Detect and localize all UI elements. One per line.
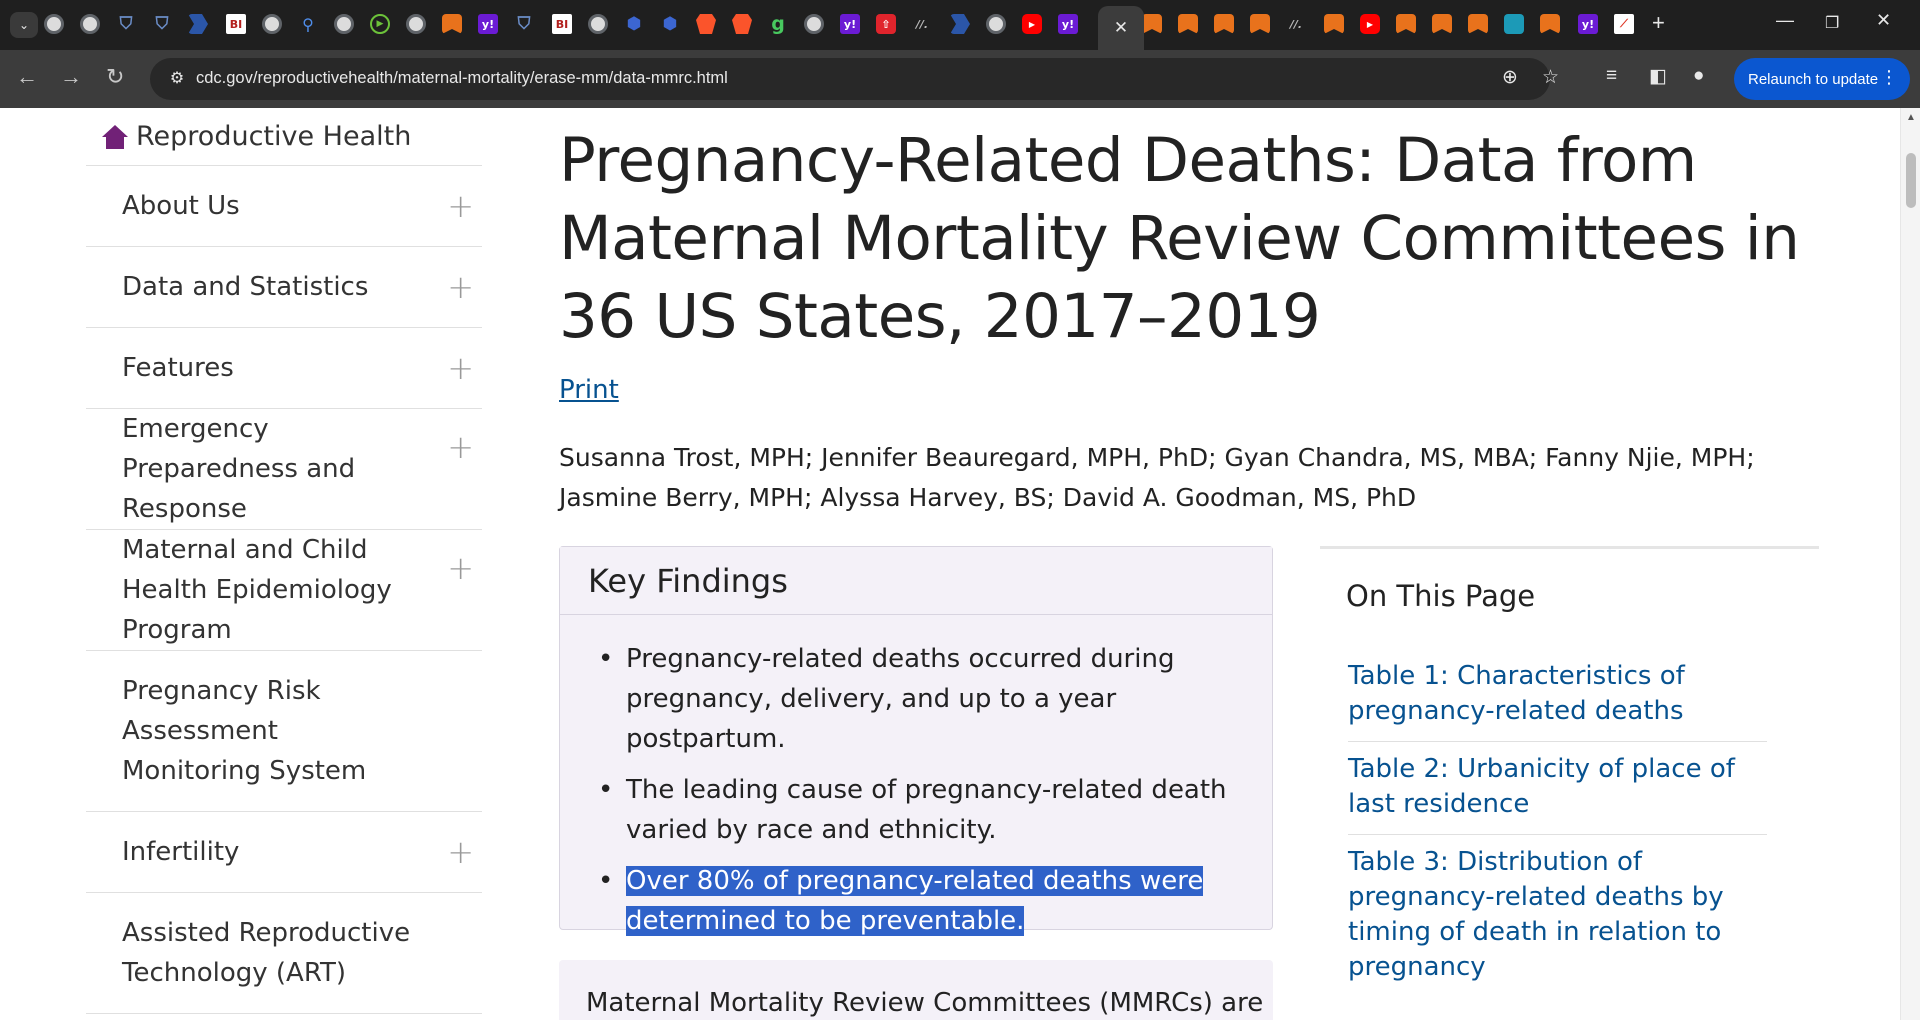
tab-favicon-book-icon[interactable] — [1250, 14, 1270, 34]
sidebar-heading-text: Reproductive Health — [136, 121, 412, 152]
bookmark-star-icon[interactable]: ☆ — [1542, 67, 1560, 88]
sidebar-item-maternal-child-health[interactable] — [86, 530, 482, 651]
browser-toolbar — [0, 50, 1920, 108]
url-text[interactable]: cdc.gov/reproductivehealth/maternal-mortality/erase-mm/data-mmrc.html — [196, 69, 728, 87]
tab-favicon-bi-icon[interactable]: BI — [552, 14, 572, 34]
sidebar-item-label: Pregnancy Risk Assessment Monitoring System — [122, 676, 367, 786]
sidebar-item-label: Maternal and Child Health Epidemiology Program — [122, 535, 392, 645]
tab-strip — [0, 0, 1920, 50]
tab-favicon-shield-icon[interactable]: ⛉ — [517, 14, 531, 34]
tab-favicon-book-icon[interactable] — [1396, 14, 1416, 34]
tab-favicon-globe-icon[interactable] — [80, 14, 100, 34]
tab-favicon-yahoo-icon[interactable]: y! — [1058, 14, 1078, 34]
otp-link-table-2[interactable]: Table 2: Urbanicity of place of last residence — [1348, 742, 1767, 835]
profile-icon[interactable]: ● — [1693, 65, 1705, 86]
on-this-page-panel — [1320, 546, 1819, 997]
sidebar-item-label: Data and Statistics — [122, 272, 369, 302]
list-item — [626, 770, 1252, 850]
finding-text: The leading cause of pregnancy-related death varied by race and ethnicity. — [626, 775, 1227, 845]
side-panel-icon[interactable]: ◧ — [1649, 66, 1667, 87]
relaunch-label: Relaunch to update — [1748, 70, 1879, 88]
on-this-page-heading: On This Page — [1346, 579, 1536, 613]
tab-favicon-teal-icon[interactable] — [1504, 14, 1524, 34]
otp-link-table-3[interactable]: Table 3: Distribution of pregnancy-related deaths by timing of death in relation to pregnancy — [1348, 847, 1724, 982]
sidebar-item-art[interactable] — [86, 893, 482, 1014]
reload-icon[interactable]: ↻ — [106, 64, 125, 89]
sidebar-item-about-us[interactable] — [86, 166, 482, 247]
tab-favicon-book-icon[interactable] — [1214, 14, 1234, 34]
tab-favicon-shield-icon[interactable]: ⛉ — [119, 14, 133, 34]
sidebar-nav — [86, 108, 482, 1014]
tab-favicon-book-icon[interactable] — [1142, 14, 1162, 34]
tab-favicon-red-icon[interactable]: ⇧ — [876, 14, 896, 34]
zoom-icon[interactable]: ⊕ — [1502, 67, 1518, 88]
key-findings-heading: Key Findings — [560, 547, 1272, 615]
tab-favicon-globe-icon[interactable] — [588, 14, 608, 34]
page-title: Pregnancy-Related Deaths: Data from Maternal Mortality Review Committees in 36 US States, 2017–2019 — [559, 125, 1800, 352]
mmrc-summary-text: Maternal Mortality Review Committees (MMRCs) are — [586, 988, 1264, 1018]
sidebar-item-emergency-preparedness[interactable] — [86, 409, 482, 530]
key-findings-list — [560, 615, 1272, 941]
tab-favicon-book-icon[interactable] — [1468, 14, 1488, 34]
tab-favicon-italic-icon[interactable]: //. — [1289, 17, 1303, 31]
expand-plus-icon[interactable]: + — [447, 349, 474, 387]
scroll-thumb[interactable] — [1906, 153, 1916, 208]
tab-favicon-cube-icon[interactable]: ⬢ — [626, 14, 642, 34]
expand-plus-icon[interactable]: + — [447, 549, 474, 587]
relaunch-button[interactable] — [1734, 58, 1910, 100]
kebab-menu-icon[interactable]: ⋮ — [1880, 67, 1898, 87]
expand-plus-icon[interactable]: + — [447, 428, 474, 466]
back-icon[interactable]: ← — [16, 64, 38, 89]
sidebar-heading[interactable] — [86, 108, 482, 166]
tab-favicon-book-icon[interactable] — [442, 14, 462, 34]
tab-favicon-bi-icon[interactable]: BI — [226, 14, 246, 34]
sidebar-item-features[interactable] — [86, 328, 482, 409]
tab-favicon-globe-icon[interactable] — [406, 14, 426, 34]
sidebar-item-data-and-statistics[interactable] — [86, 247, 482, 328]
tab-favicon-yahoo-icon[interactable]: y! — [1578, 14, 1598, 34]
sidebar-item-prams[interactable] — [86, 651, 482, 812]
home-icon — [102, 125, 128, 149]
tab-favicon-search-icon[interactable]: ⚲ — [302, 14, 314, 34]
tab-favicon-chart-icon[interactable]: ⟋ — [1614, 14, 1634, 34]
minimize-icon[interactable]: — — [1776, 10, 1794, 30]
tab-favicon-book-icon[interactable] — [1324, 14, 1344, 34]
tab-favicon-yahoo-icon[interactable]: y! — [840, 14, 860, 34]
new-tab-button[interactable]: + — [1652, 10, 1665, 35]
tab-search-button[interactable]: ⌄ — [10, 12, 38, 38]
otp-link-table-1[interactable]: Table 1: Characteristics of pregnancy-related deaths — [1348, 649, 1767, 742]
restore-icon[interactable]: ❐ — [1825, 15, 1840, 32]
mmrc-summary-box — [559, 960, 1273, 1020]
tab-favicon-globe-icon[interactable] — [334, 14, 354, 34]
tab-favicon-book-icon[interactable] — [1432, 14, 1452, 34]
tab-favicon-brave-icon[interactable] — [696, 14, 716, 34]
key-findings-box — [559, 546, 1273, 936]
tab-favicon-globe-icon[interactable] — [804, 14, 824, 34]
tab-favicon-play-icon[interactable]: ▶ — [370, 14, 390, 34]
site-info-icon[interactable]: ⚙ — [169, 70, 185, 87]
close-window-icon[interactable]: ✕ — [1876, 10, 1892, 30]
address-bar[interactable] — [150, 58, 1560, 100]
tab-favicon-blue-icon[interactable] — [188, 14, 208, 34]
authors: Susanna Trost, MPH; Jennifer Beauregard, MPH, PhD; Gyan Chandra, MS, MBA; Fanny Njie, MPH; Jasmine Berry, MPH; Alyssa Harvey, BS; David A. Goodman, MS, PhD — [559, 443, 1755, 512]
sidebar-item-label: Assisted Reproductive Technology (ART) — [122, 918, 411, 988]
scroll-up-arrow-icon[interactable]: ▲ — [1906, 112, 1916, 123]
page-scrollbar[interactable] — [1900, 108, 1920, 1020]
sidebar-item-label: About Us — [122, 191, 240, 221]
sidebar-item-label: Emergency Preparedness and Response — [122, 414, 356, 524]
tab-favicon-yt-icon[interactable]: ▶ — [1360, 14, 1380, 34]
tab-favicon-g-icon[interactable]: g — [771, 13, 785, 35]
sidebar-item-label: Infertility — [122, 837, 240, 867]
web-page — [0, 108, 1900, 1020]
finding-text: Pregnancy-related deaths occurred during pregnancy, delivery, and up to a year postpartum. — [626, 644, 1175, 754]
media-controls-icon[interactable]: ≡ — [1606, 65, 1618, 86]
sidebar-item-label: Features — [122, 353, 234, 383]
forward-icon[interactable]: → — [60, 64, 82, 89]
sidebar-item-infertility[interactable] — [86, 812, 482, 893]
tab-favicon-blue-icon[interactable] — [950, 14, 970, 34]
expand-plus-icon[interactable]: + — [447, 833, 474, 871]
tab-favicon-globe-icon[interactable] — [986, 14, 1006, 34]
tab-favicon-globe-icon[interactable] — [44, 14, 64, 34]
expand-plus-icon[interactable]: + — [447, 268, 474, 306]
tab-favicon-shield-icon[interactable]: ⛉ — [155, 14, 169, 34]
list-item — [626, 861, 1252, 941]
expand-plus-icon[interactable]: + — [447, 187, 474, 225]
print-link[interactable]: Print — [559, 375, 619, 405]
finding-text-selected: Over 80% of pregnancy-related deaths were determined to be preventable. — [626, 866, 1204, 936]
tab-favicon-globe-icon[interactable] — [262, 14, 282, 34]
tab-favicon-book-icon[interactable] — [1178, 14, 1198, 34]
tab-favicon-italic-icon[interactable]: //. — [915, 17, 929, 31]
list-item — [626, 639, 1252, 759]
tab-favicon-yahoo-icon[interactable]: y! — [478, 14, 498, 34]
tab-favicon-cube-icon[interactable]: ⬢ — [662, 14, 678, 34]
tab-favicon-brave-icon[interactable] — [732, 14, 752, 34]
tab-favicon-book-icon[interactable] — [1540, 14, 1560, 34]
tab-favicon-yt-icon[interactable]: ▶ — [1022, 14, 1042, 34]
active-tab-close-icon[interactable]: ✕ — [1098, 6, 1144, 50]
